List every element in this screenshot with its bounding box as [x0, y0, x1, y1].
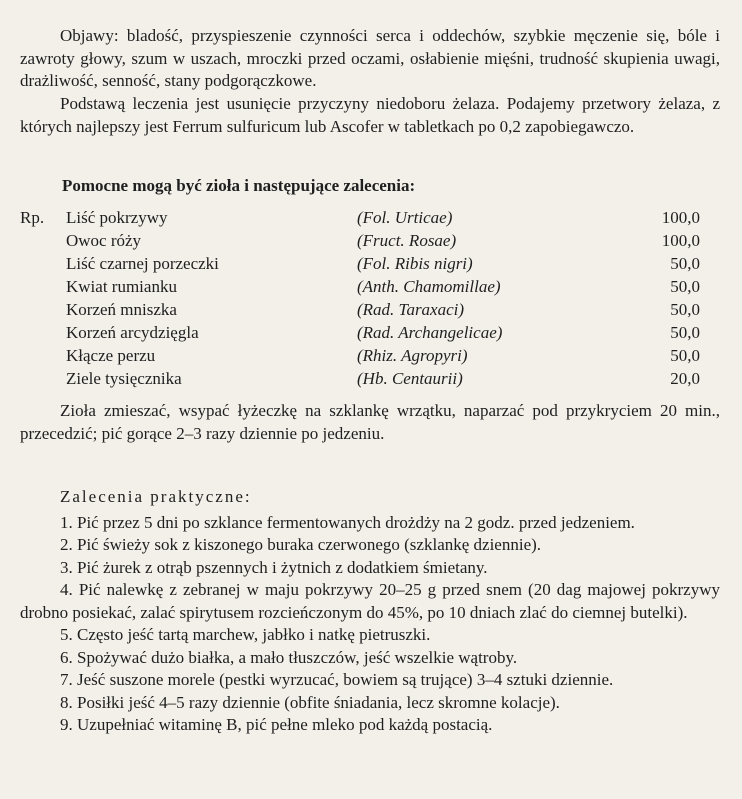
recommendation-item: 7. Jeść suszone morele (pestki wyrzucać, bowiem są trujące) 3–4 sztuki dziennie.	[60, 670, 614, 689]
herb-row	[20, 322, 700, 345]
herb-latin-name: (Rad. Taraxaci)	[357, 300, 465, 319]
recommendation-item: 5. Często jeść tartą marchew, jabłko i natkę pietruszki.	[60, 625, 431, 644]
herb-name: Korzeń arcydzięgla	[66, 323, 199, 342]
recommendation-item: 1. Pić przez 5 dni po szklance fermentowanych drożdży na 2 godz. przed jedzeniem.	[60, 512, 635, 532]
recommendations-section	[20, 486, 720, 737]
herb-name: Ziele tysięcznika	[66, 369, 182, 388]
rp-label: Rp.	[20, 208, 45, 227]
herb-latin-name: (Rad. Archangelicae)	[357, 323, 503, 342]
herb-name: Kwiat rumianku	[66, 277, 177, 296]
symptoms-paragraph: Objawy: bladość, przyspieszenie czynności serca i oddechów, szybkie męczenie się, bóle i zawroty głowy, szum w uszach, mroczki przed oczami, osłabienie mięśni, trudność skupienia uwagi, drażliwość, senność, stany podgorączkowe.	[20, 26, 720, 90]
herb-row	[20, 207, 700, 230]
recommendation-item: 8. Posiłki jeść 4–5 razy dziennie (obfite śniadania, lecz skromne kolacje).	[60, 692, 560, 712]
herb-quantity: 50,0	[670, 300, 700, 319]
recommendation-item: 4. Pić nalewkę z zebranej w maju pokrzywy 20–25 g przed snem (20 dag majowej pokrzywy drobno posiekać, zalać spirytusem rozcieńczonym do 45%, po 10 dniach zlać do ciemnej butelki).	[20, 580, 720, 622]
herb-quantity: 100,0	[661, 208, 700, 227]
herb-latin-name: (Rhiz. Agropyri)	[357, 346, 468, 365]
herb-name: Owoc róży	[66, 231, 142, 250]
herb-quantity: 50,0	[670, 323, 700, 342]
herb-quantity: 50,0	[670, 277, 700, 296]
herb-name: Kłącze perzu	[66, 346, 156, 365]
recommendations-title: Zalecenia praktyczne:	[60, 487, 252, 506]
herb-prescription-list	[20, 207, 700, 391]
herb-latin-name: (Fol. Urticae)	[357, 208, 453, 227]
recommendation-item: 6. Spożywać dużo białka, a mało tłuszczów, jeść wszelkie wątroby.	[60, 647, 518, 667]
treatment-paragraph: Podstawą leczenia jest usunięcie przyczyny niedoboru żelaza. Podajemy przetwory żelaza, z których najlepszy jest Ferrum sulfuricum lub Ascofer w tabletkach po 0,2 zapobiegawczo.	[20, 94, 720, 136]
recommendation-item: 9. Uzupełniać witaminę B, pić pełne mleko pod każdą postacią.	[60, 715, 493, 734]
preparation-instructions: Zioła zmieszać, wsypać łyżeczkę na szklankę wrzątku, naparzać pod przykryciem 20 min., przecedzić; pić gorące 2–3 razy dziennie po jedzeniu.	[20, 401, 720, 443]
herb-row	[20, 299, 700, 322]
herb-latin-name: (Anth. Chamomillae)	[357, 277, 501, 296]
herb-quantity: 50,0	[670, 346, 700, 365]
herb-row	[20, 276, 700, 299]
herb-latin-name: (Fol. Ribis nigri)	[357, 254, 473, 273]
herb-row	[20, 345, 700, 368]
herb-name: Liść pokrzywy	[66, 208, 168, 227]
herb-quantity: 100,0	[661, 231, 700, 250]
herb-quantity: 50,0	[670, 254, 700, 273]
herb-row	[20, 253, 700, 276]
herb-latin-name: (Fruct. Rosae)	[357, 231, 457, 250]
herb-row	[20, 368, 700, 391]
herb-name: Korzeń mniszka	[66, 300, 177, 319]
herb-row	[20, 230, 700, 253]
herbs-heading: Pomocne mogą być zioła i następujące zalecenia:	[62, 176, 416, 195]
herb-quantity: 20,0	[670, 369, 700, 388]
herb-latin-name: (Hb. Centaurii)	[357, 369, 463, 388]
recommendation-item: 3. Pić żurek z otrąb pszennych i żytnich z dodatkiem śmietany.	[60, 557, 488, 577]
herb-name: Liść czarnej porzeczki	[66, 254, 219, 273]
recommendation-item: 2. Pić świeży sok z kiszonego buraka czerwonego (szklankę dziennie).	[60, 535, 542, 554]
